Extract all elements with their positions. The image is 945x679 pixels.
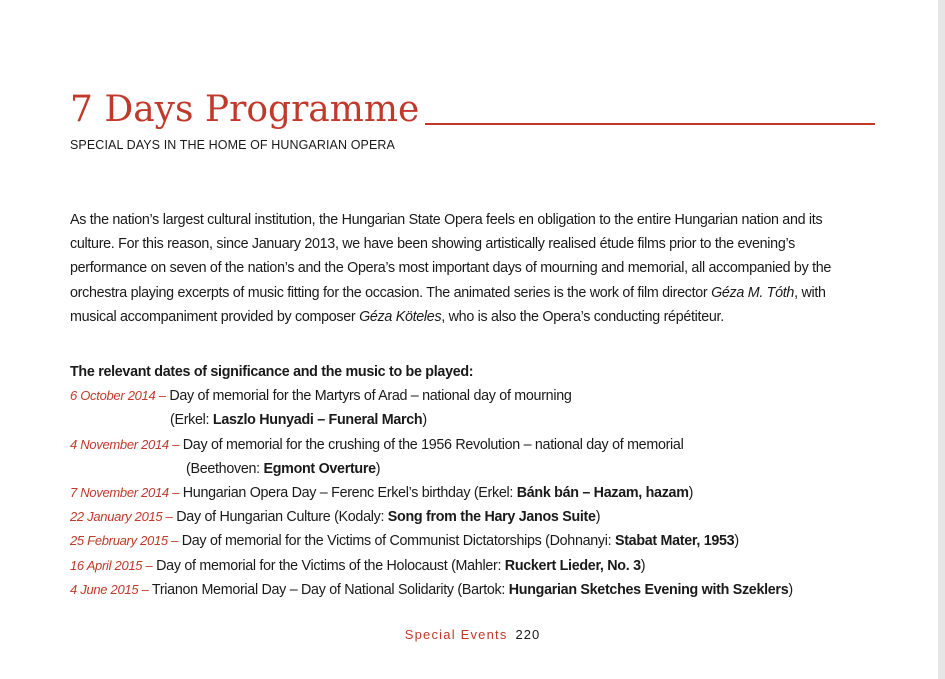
entry-date: 16 April 2015 – [70,557,153,573]
entry-music: Laszlo Hunyadi – Funeral March [212,412,423,429]
entry-description: Day of memorial for the Victims of Communist Dictatorships (Dohnanyi: [178,533,615,550]
entry-description: Day of memorial for the Victims of the Holocaust (Mahler: [152,557,505,574]
entry-description: Day of memorial for the crushing of the 1956 Revolution – national day of memorial [179,436,684,453]
dates-heading: The relevant dates of significance and the music to be played: [70,364,474,380]
date-entry [70,578,880,602]
entry-music: Ruckert Lieder, No. 3 [504,557,641,574]
entry-description: Trianon Memorial Day – Day of National Solidarity (Bartok: [148,581,509,598]
entry-music: Song from the Hary Janos Suite [387,509,596,526]
entry-music: Egmont Overture [263,460,376,477]
entry-music: Hungarian Sketches Evening with Szeklers [508,581,789,598]
entry-date: 6 October 2014 – [70,388,166,404]
dates-section [70,360,880,602]
entry-date: 25 February 2015 – [70,533,179,549]
page-edge-bar [938,0,945,679]
entry-composer: (Beethoven: [186,460,264,477]
intro-text-1: As the nation’s largest cultural institution, the Hungarian State Opera feels en obligation to the entire Hungarian nation and its culture. For this reason, since January 2013, we have been showing artistically realised étude films prior to the evening’s performance on seven of the nation’s and the Opera’s most important days of mourning and memorial, all accompanied by the orchestra playing excerpts of music fitting for the occasion. The animated series is the work of film director [70,212,832,301]
entry-close: ) [734,533,739,550]
title-rule [425,123,875,125]
intro-text-2: , with musical accompaniment provided by composer [70,284,826,325]
date-entry [70,505,880,529]
page-subtitle: SPECIAL DAYS IN THE HOME OF HUNGARIAN OPERA [70,138,395,152]
date-entry [70,481,880,505]
title-row [70,90,875,130]
entry-music: Stabat Mater, 1953 [614,533,735,550]
director-name: Géza M. Tóth [711,284,795,301]
entry-date: 4 June 2015 – [70,581,149,597]
intro-paragraph [70,208,870,329]
entry-music-line [70,457,880,481]
date-entry [70,433,880,457]
page-number: 220 [515,627,541,642]
entry-date: 7 November 2014 – [70,485,180,501]
entry-description: Hungarian Opera Day – Ferenc Erkel’s birthday (Erkel: [179,485,517,502]
entry-close: ) [422,412,427,429]
page-footer [0,627,945,642]
date-entry [70,554,880,578]
date-entry [70,529,880,553]
entry-close: ) [595,509,601,526]
footer-section-name: Special Events [404,627,508,642]
entry-date: 22 January 2015 – [70,509,173,525]
entry-description: Day of memorial for the Martyrs of Arad – national day of mourning [165,388,572,405]
page-title: 7 Days Programme [70,89,420,130]
entry-close: ) [788,581,793,598]
entry-music-line [70,408,880,432]
date-entry [70,384,880,408]
entry-music: Bánk bán – Hazam, hazam [516,485,689,502]
entry-description: Day of Hungarian Culture (Kodaly: [172,509,388,526]
intro-text-3: , who is also the Opera’s conducting répétiteur. [441,308,724,325]
composer-name: Géza Köteles [359,308,442,325]
entry-close: ) [640,557,646,574]
entry-composer: (Erkel: [170,412,213,429]
entry-close: ) [375,460,381,477]
entry-close: ) [688,485,694,502]
entry-date: 4 November 2014 – [70,436,180,452]
